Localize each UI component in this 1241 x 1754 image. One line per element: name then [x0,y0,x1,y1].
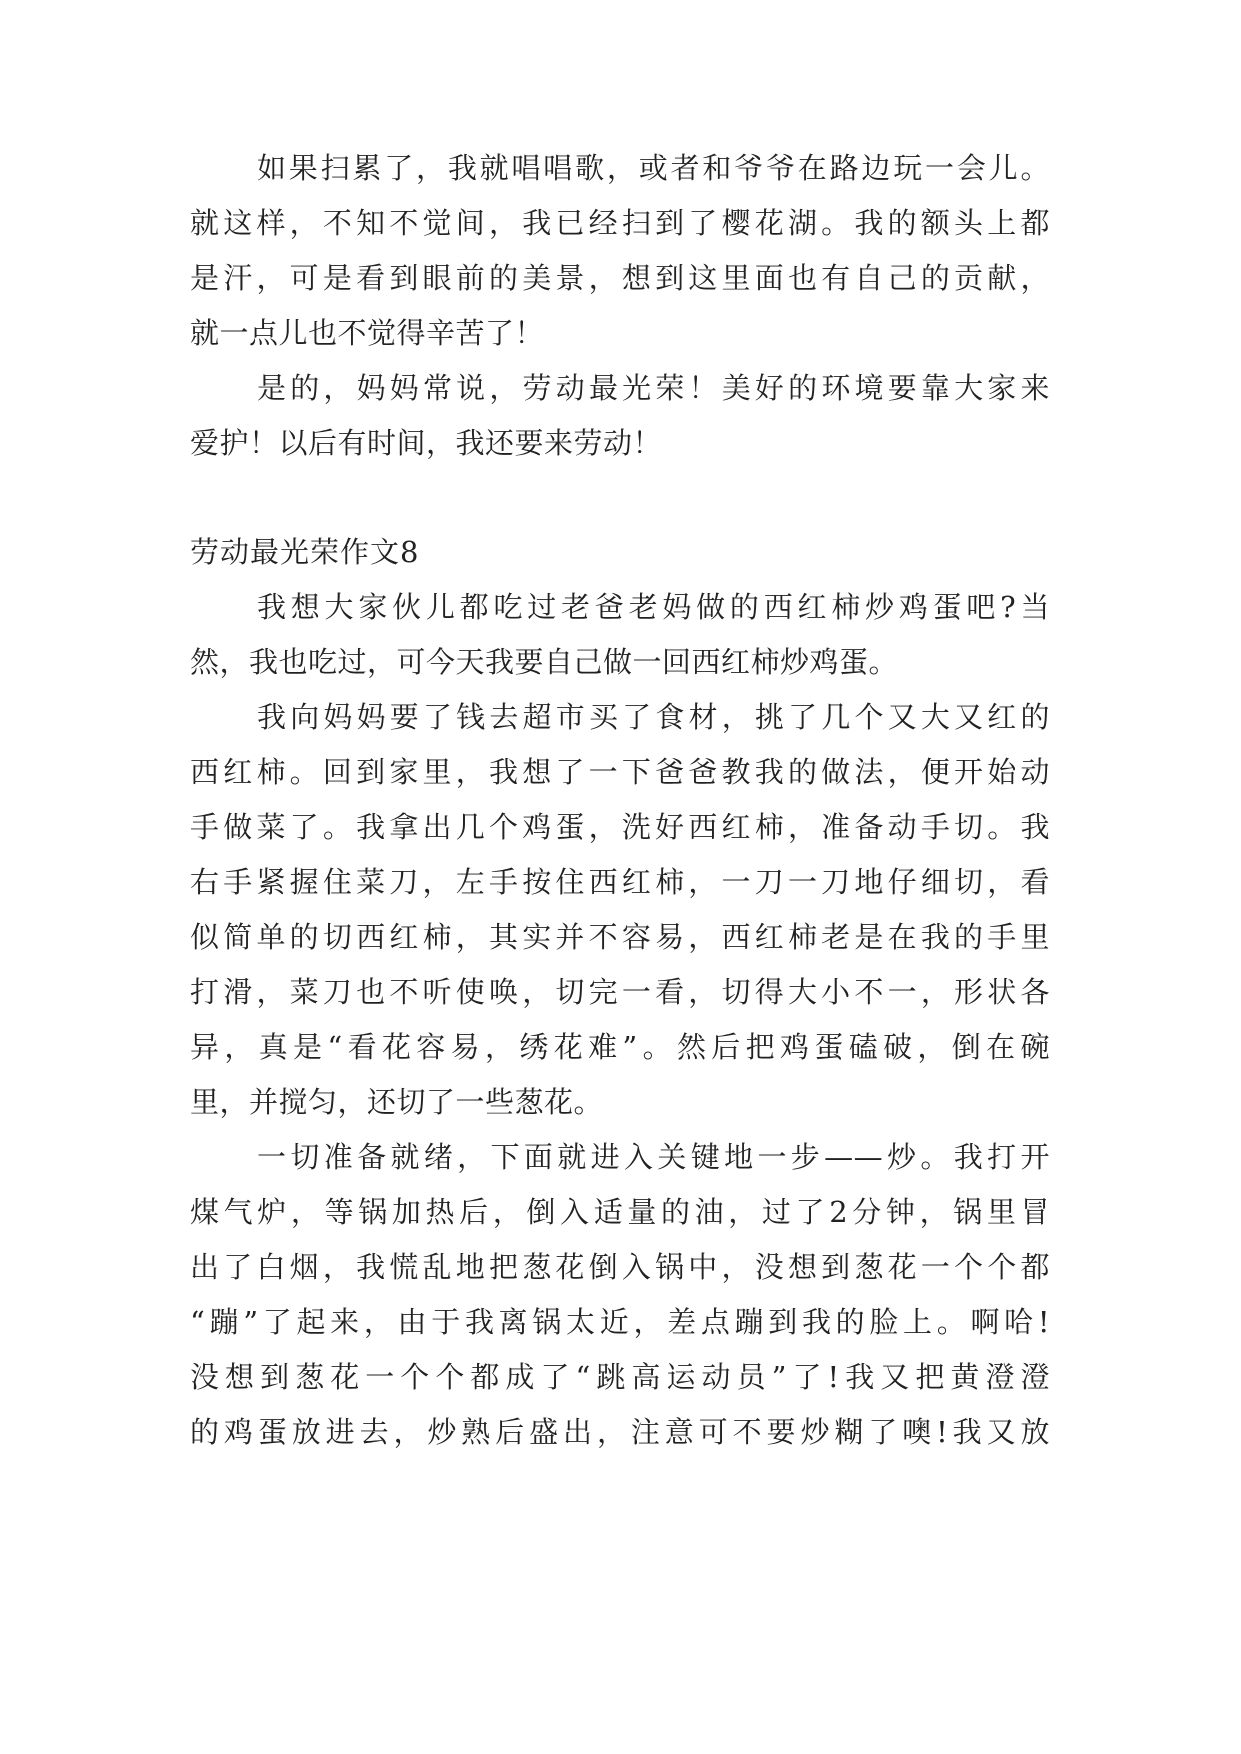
paragraph-line: 爱护！以后有时间，我还要来劳动！ [190,426,663,460]
paragraph-line: 的鸡蛋放进去，炒熟后盛出，注意可不要炒糊了噢!我又放 [190,1415,1050,1449]
paragraph-line: 然，我也吃过，可今天我要自己做一回西红柿炒鸡蛋。 [190,645,899,679]
paragraph-line: 是汗，可是看到眼前的美景，想到这里面也有自己的贡献， [190,261,1050,295]
paragraph-line: “蹦”了起来，由于我离锅太近，差点蹦到我的脸上。啊哈! [190,1305,1050,1339]
paragraph-line: 手做菜了。我拿出几个鸡蛋，洗好西红柿，准备动手切。我 [190,810,1050,844]
paragraph-line: 我想大家伙儿都吃过老爸老妈做的西红柿炒鸡蛋吧?当 [257,590,1050,624]
paragraph-line: 煤气炉，等锅加热后，倒入适量的油，过了2分钟，锅里冒 [190,1195,1050,1229]
paragraph-line: 右手紧握住菜刀，左手按住西红柿，一刀一刀地仔细切，看 [190,865,1050,899]
paragraph-line: 就一点儿也不觉得辛苦了！ [190,316,545,350]
paragraph-line: 就这样，不知不觉间，我已经扫到了樱花湖。我的额头上都 [190,206,1050,240]
paragraph-line: 里，并搅匀，还切了一些葱花。 [190,1085,604,1119]
paragraph-line: 我向妈妈要了钱去超市买了食材，挑了几个又大又红的 [257,700,1050,734]
paragraph-line: 似简单的切西红柿，其实并不容易，西红柿老是在我的手里 [190,920,1050,954]
paragraph-line: 西红柿。回到家里，我想了一下爸爸教我的做法，便开始动 [190,755,1050,789]
paragraph-line: 异，真是“看花容易，绣花难”。然后把鸡蛋磕破，倒在碗 [190,1030,1050,1064]
section-heading: 劳动最光荣作文8 [190,535,420,569]
paragraph-line: 是的，妈妈常说，劳动最光荣！美好的环境要靠大家来 [257,371,1050,405]
paragraph-line: 出了白烟，我慌乱地把葱花倒入锅中，没想到葱花一个个都 [190,1250,1050,1284]
paragraph-line: 一切准备就绪，下面就进入关键地一步——炒。我打开 [257,1140,1050,1174]
paragraph-line: 如果扫累了，我就唱唱歌，或者和爷爷在路边玩一会儿。 [257,151,1050,185]
paragraph-line: 没想到葱花一个个都成了“跳高运动员”了!我又把黄澄澄 [190,1360,1050,1394]
paragraph-line: 打滑，菜刀也不听使唤，切完一看，切得大小不一，形状各 [190,975,1050,1009]
